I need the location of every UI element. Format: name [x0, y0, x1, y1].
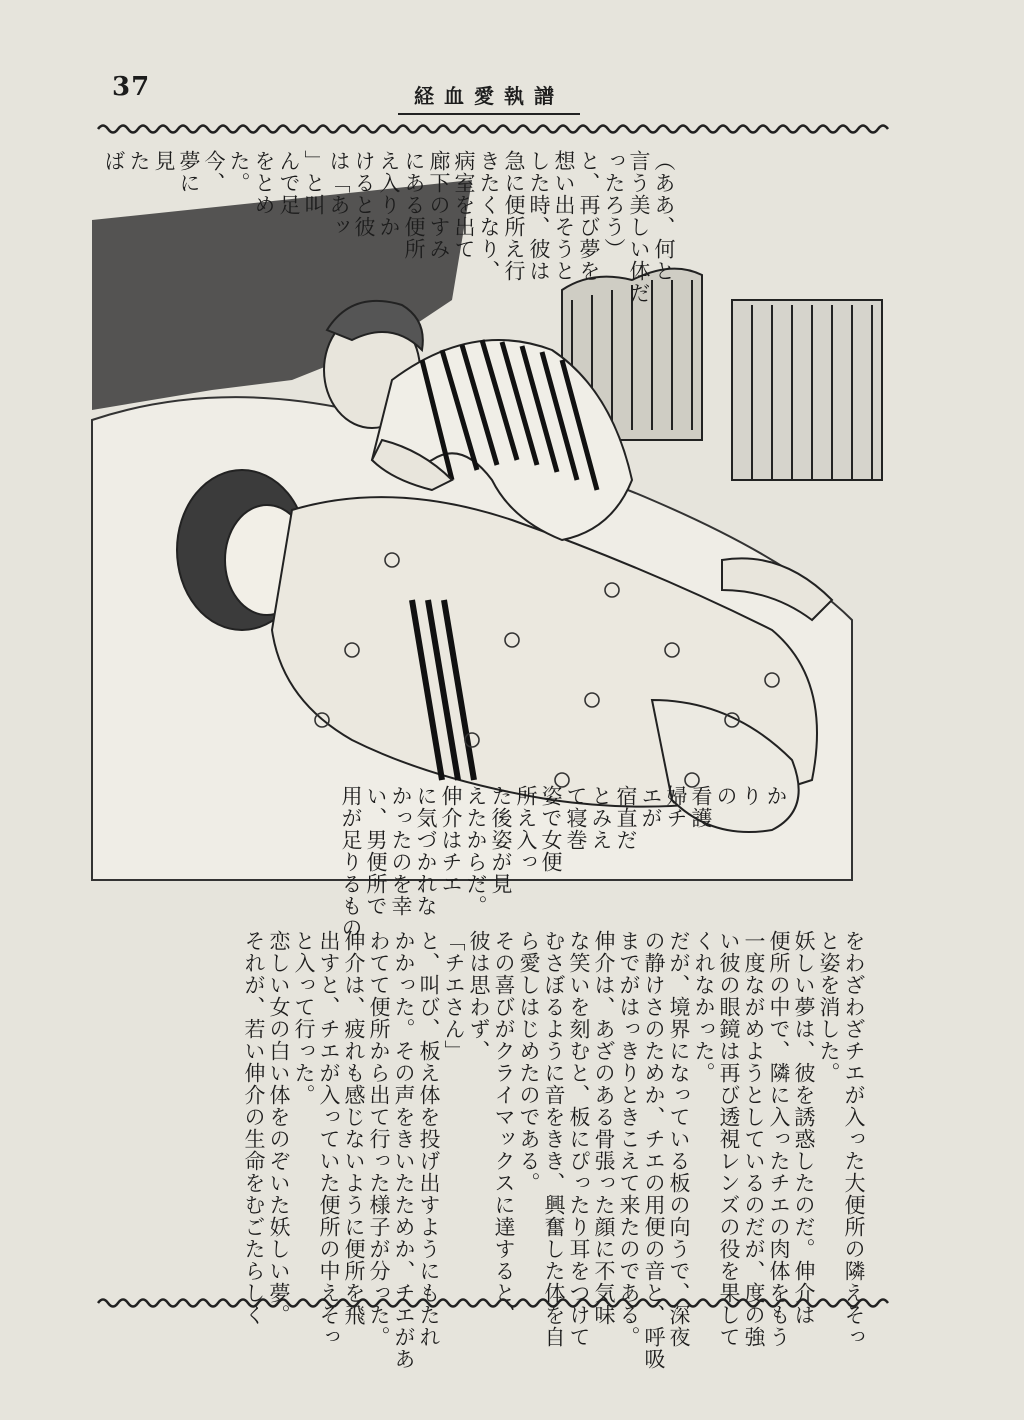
text-line: 「チエさん」: [442, 930, 466, 1062]
text-line: 急に便所え行: [502, 150, 526, 282]
text-line: けると彼: [352, 150, 376, 238]
text-line: かかった。その声をきいたためか、チエがあ: [392, 930, 416, 1370]
text-line: た後姿が見: [489, 785, 513, 895]
text-line: 姿で女便: [539, 785, 563, 873]
text-line: ら愛しはじめたのである。: [517, 930, 541, 1194]
text-line: 見: [152, 150, 176, 172]
text-line: の: [714, 785, 738, 807]
text-line: 言う美しい体だ: [627, 150, 651, 304]
text-line: それが、若い伸介の生命をむごたらしく: [242, 930, 266, 1326]
text-line: その喜びがクライマックスに達すると、: [492, 930, 516, 1326]
text-line: 所え入っ: [514, 785, 538, 873]
page-number: 37: [112, 72, 151, 102]
text-line: い、男便所で: [364, 785, 388, 917]
text-line: かったのを幸: [389, 785, 413, 917]
text-line: 病室を出て: [452, 150, 476, 260]
text-line: 妖しい夢は、彼を誘惑したのだ。伸介は: [792, 930, 816, 1326]
text-line: ったろう）: [602, 150, 626, 260]
text-line: むさぼるように音をきき、興奮した体を自: [542, 930, 566, 1348]
text-line: エが: [639, 785, 663, 829]
text-line: 宿直だ: [614, 785, 638, 851]
text-line: 恋しい女の白い体をのぞいた妖しい夢。: [267, 930, 291, 1326]
text-line: えたからだ。: [464, 785, 488, 917]
text-line: 今、: [202, 150, 226, 194]
text-line: 看護: [689, 785, 713, 829]
text-line: 想い出そうと: [552, 150, 576, 282]
text-line: 用が足りるもの: [339, 785, 363, 939]
text-line: た。: [227, 150, 251, 194]
text-block-top-right: [102, 150, 676, 360]
text-line: な笑いを刻むと、板にぴったり耳をつけて: [567, 930, 591, 1348]
text-line: て寝巻: [564, 785, 588, 851]
text-line: 伸介はチエ: [439, 785, 463, 895]
text-line: と姿を消した。: [817, 930, 841, 1084]
text-line: きたくなり、: [477, 150, 501, 282]
text-line: と、叫び、板え体を投げ出すようにもたれ: [417, 930, 441, 1348]
text-line: は「あッ: [327, 150, 351, 238]
text-line: 婦チ: [664, 785, 688, 829]
text-line: 出すと、チエが入っていた便所の中えそっ: [317, 930, 341, 1348]
text-line: り: [739, 785, 763, 807]
text-line: 彼は思わず、: [467, 930, 491, 1062]
text-block-bottom-middle: [96, 785, 788, 939]
text-line: わてて便所から出て行った様子が分った。: [367, 930, 391, 1348]
text-line: か: [764, 785, 788, 807]
text-line: 伸介は、疲れも感じないように便所を飛: [342, 930, 366, 1326]
text-line: 廊下のすみ: [427, 150, 451, 260]
text-line: した時、彼は: [527, 150, 551, 282]
text-line: をわざわざチエが入った大便所の隣えそっ: [842, 930, 866, 1348]
text-line: に気づかれな: [414, 785, 438, 917]
text-line: 便所の中で、隣に入ったチエの肉体をもう: [767, 930, 791, 1348]
bottom-wavy-rule: [98, 1296, 888, 1310]
text-line: と入って行った。: [292, 930, 316, 1106]
text-line: 」と叫: [302, 150, 326, 216]
running-title: 経血愛執譜: [398, 80, 580, 115]
text-line: え入りか: [377, 150, 401, 238]
text-line: だが、境界になっている板の向うで、深夜: [667, 930, 691, 1348]
text-line: にある便所: [402, 150, 426, 260]
text-line: とみえ: [589, 785, 613, 851]
text-line: んで足: [277, 150, 301, 216]
text-line: の静けさのためか、チエの用便の音と、呼吸: [642, 930, 666, 1370]
text-line: と、再び夢を: [577, 150, 601, 282]
text-block-bottom-left: [98, 930, 866, 1370]
text-line: た: [127, 150, 151, 172]
text-line: ば: [102, 150, 126, 172]
text-line: 一度ながめようとしているのだが、度の強: [742, 930, 766, 1348]
text-line: い彼の眼鏡は再び透視レンズの役を果して: [717, 930, 741, 1348]
top-wavy-rule: [98, 122, 888, 136]
text-line: をとめ: [252, 150, 276, 216]
text-line: までがはっきりときこえて来たのである。: [617, 930, 641, 1348]
text-line: くれなかった。: [692, 930, 716, 1084]
text-line: （ああ、何と: [652, 150, 676, 282]
text-line: 夢に: [177, 150, 201, 194]
text-line: 伸介は、あざのある骨張った顔に不気味: [592, 930, 616, 1326]
